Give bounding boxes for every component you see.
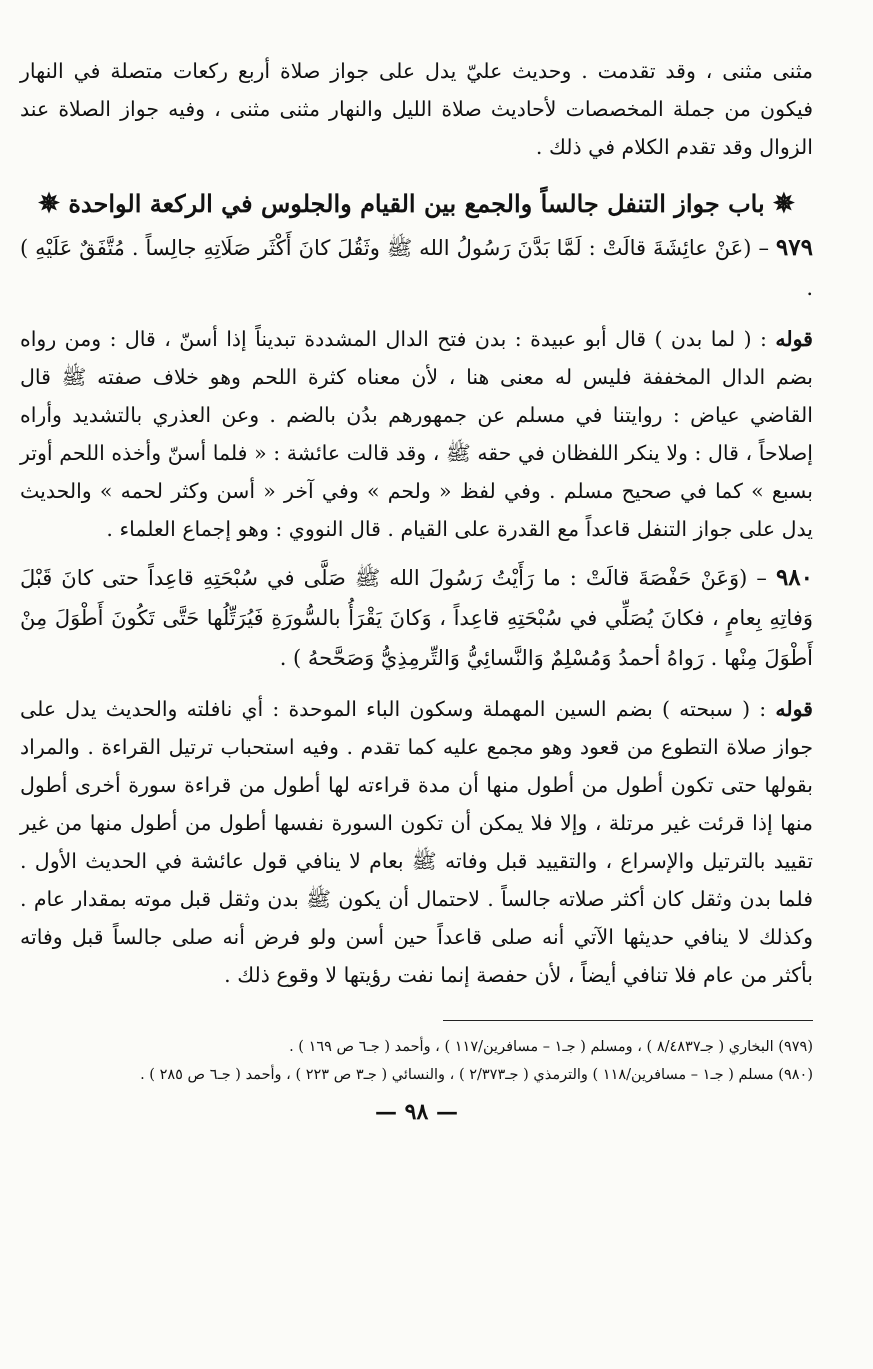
commentary-text: : ( لما بدن ) قال أبو عبيدة : بدن فتح الدال المشددة تبديناً إذا أسنّ ، قال : ومن رواه بضم الدال المخففة فليس له معنى هنا ، لأن معناه كثرة اللحم وهو خلاف صفته ﷺ قال القاضي عياض : روايتنا في مسلم عن جمهورهم بدُن بالضم . وعن العذري بالتشديد وأراه إصلاحاً ، قال : ولا ينكر اللفظان في حقه ﷺ ، وقد قالت عائشة : « فلما أسنّ وأخذه اللحم أوتر بسبع » كما في صحيح مسلم . وفي لفظ « ولحم » وفي آخر « أسن وكثر لحمه » والحديث يدل على جواز التنفل قاعداً مع القدرة على القيام . قال النووي : وهو إجماع العلماء . <box>20 327 813 541</box>
hadith-text: – (عَنْ عائِشَةَ قالَتْ : لَمَّا بَدَّنَ رَسُولُ الله ﷺ وثَقُلَ كانَ أَكْثَر صَلَاتِهِ جالِساً . مُتَّفَقٌ عَلَيْهِ ) . <box>20 236 813 300</box>
hadith-text: – (وَعَنْ حَفْصَةَ قالَتْ : ما رَأَيْتُ رَسُولَ الله ﷺ صَلَّى في سُبْحَتِهِ قاعِداً حتى كانَ قَبْلَ وَفاتِهِ بِعامٍ ، فكانَ يُصَلِّي في سُبْحَتِهِ قاعِداً ، وَكانَ يَقْرَأُ بالسُّورَةِ فَيُرَتِّلُها حَتَّى تَكُونَ أَطْوَلَ مِنْ أَطْوَلَ مِنْها . رَواهُ أحمدُ وَمُسْلِمٌ وَالنَّسائِيُّ وَالتِّرمِذِيُّ وَصَحَّحهُ ) . <box>20 566 813 670</box>
footnote-979: (٩٧٩) البخاري ( جـ٨/٤٨٣٧ ) ، ومسلم ( جـ١ – مسافرين/١١٧ ) ، وأحمد ( جـ٦ ص ١٦٩ ) . <box>289 1039 813 1055</box>
commentary-980 <box>20 690 813 994</box>
star-ornament-icon: ✵ <box>38 189 60 219</box>
hadith-979 <box>20 228 813 308</box>
commentary-label: قوله <box>775 697 813 721</box>
hadith-number: ٩٧٩ <box>775 234 813 261</box>
footnote-980: (٩٨٠) مسلم ( جـ١ – مسافرين/١١٨ ) والترمذي ( جـ٢/٣٧٣ ) ، والنسائي ( جـ٣ ص ٢٢٣ ) ، وأحمد ( جـ٦ ص ٢٨٥ ) . <box>140 1067 813 1083</box>
commentary-979 <box>20 320 813 548</box>
intro-paragraph: مثنى مثنى ، وقد تقدمت . وحديث عليّ يدل على جواز صلاة أربع ركعات متصلة في النهار فيكون من جملة المخصصات لأحاديث صلاة الليل والنهار مثنى مثنى ، وفيه جواز الصلاة عند الزوال وقد تقدم الكلام في ذلك . <box>20 59 813 159</box>
chapter-title: باب جواز التنفل جالساً والجمع بين القيام والجلوس في الركعة الواحدة <box>68 189 765 218</box>
page-number: — ٩٨ — <box>375 1099 458 1125</box>
hadith-980 <box>20 558 813 678</box>
commentary-text: : ( سبحته ) بضم السين المهملة وسكون الباء الموحدة : أي نافلته والحديث يدل على جواز صلاة التطوع من قعود وهو مجمع عليه كما تقدم . وفيه استحباب ترتيل القراءة . والمراد بقولها حتى تكون أطول من أطول منها أن مدة قراءته لها أطول من قراءة سورة أخرى أطول منها إذا قرئت غير مرتلة ، وإلا فلا يمكن أن تكون السورة نفسها أطول من أطول منها من غير تقييد بالترتيل والإسراع ، والتقييد قبل وفاته ﷺ بعام لا ينافي قول عائشة في الحديث الأول . فلما بدن وثقل كان أكثر صلاته جالساً . لاحتمال أن يكون ﷺ بدن وثقل قبل موته بمقدار عام . وكذلك لا ينافي حديثها الآتي أنه صلى قاعداً حين أسن ولو فرض أنه صلى جالساً قبل وفاته بأكثر من عام فلا تنافي أيضاً ، لأن حفصة إنما نفت رؤيتها لا وقوع ذلك . <box>20 697 813 987</box>
hadith-number: ٩٨٠ <box>775 564 813 591</box>
footnote-divider <box>443 1020 813 1021</box>
chapter-heading <box>20 184 813 224</box>
star-ornament-icon: ✵ <box>773 189 795 219</box>
commentary-label: قوله <box>775 327 813 351</box>
